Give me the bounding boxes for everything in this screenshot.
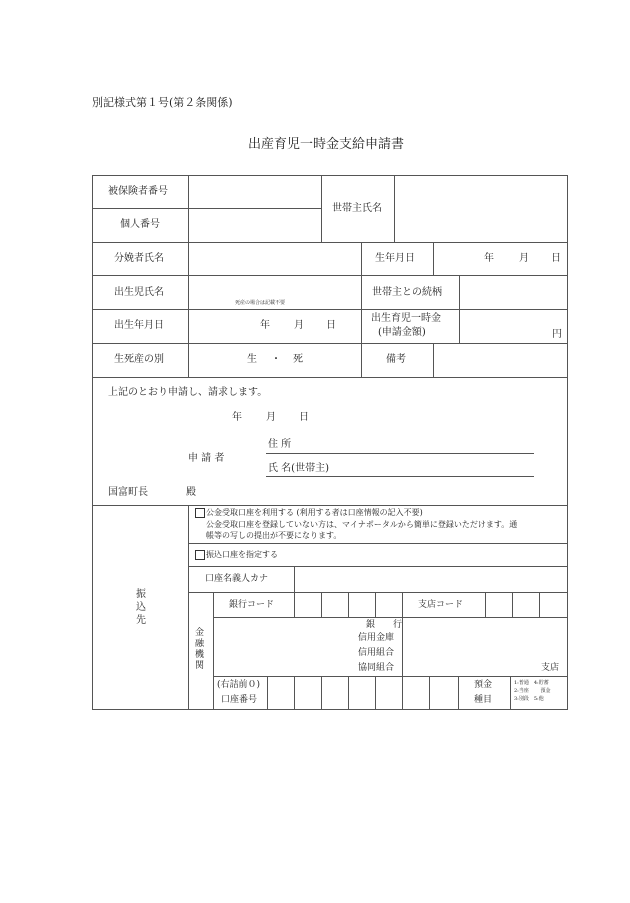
live-option[interactable]: 生 (247, 354, 257, 365)
branch-suffix: 支店 (541, 663, 560, 673)
birth-date-label: 生年月日 (375, 253, 415, 264)
holder-kana-field[interactable] (295, 567, 567, 592)
institution-label-3: 機 (195, 650, 205, 660)
addressee: 国富町長 (108, 487, 148, 498)
account-number-field[interactable] (268, 677, 458, 709)
transfer-label-2: 込 (136, 602, 146, 613)
mother-name-label: 分娩者氏名 (114, 253, 164, 264)
householder-name-field[interactable] (395, 176, 567, 242)
child-birth-date-field[interactable] (189, 310, 361, 343)
yen-unit: 円 (552, 329, 562, 340)
personal-number-field[interactable] (189, 209, 321, 242)
deposit-type-option-c: 3:別段 5:他 (514, 696, 544, 702)
inst-type-shinkin: 信用金庫 (358, 633, 395, 643)
branch-name-field[interactable] (403, 618, 533, 676)
applicant-label: 申 請 者 (188, 453, 225, 464)
child-name-label: 出生児氏名 (114, 287, 164, 298)
day-unit: 日 (326, 320, 336, 331)
transfer-label-3: 先 (136, 615, 146, 626)
child-birth-date-label: 出生年月日 (114, 320, 164, 331)
address-field[interactable] (300, 437, 534, 453)
decl-day-unit: 日 (299, 412, 309, 423)
remarks-field[interactable] (434, 344, 567, 377)
applicant-name-label: 氏 名(世帯主) (268, 463, 329, 474)
bank-name-field[interactable] (214, 618, 354, 676)
live-still-label: 生死産の別 (114, 354, 164, 365)
public-account-note-2: 帳等の写しの提出が不要になります。 (206, 531, 342, 540)
amount-sublabel: (申請金額) (378, 327, 426, 338)
page-title: 出産育児一時金支給申請書 (248, 137, 405, 152)
insured-number-field[interactable] (189, 176, 321, 208)
amount-field[interactable] (460, 310, 567, 343)
address-label: 住 所 (268, 439, 292, 450)
public-account-option: 公金受取口座を利用する (利用する者は口座情報の記入不要) (206, 508, 423, 517)
holder-kana-label: 口座名義人カナ (205, 574, 269, 584)
year-unit: 年 (484, 253, 494, 264)
year-unit: 年 (260, 320, 270, 331)
month-unit: 月 (519, 253, 529, 264)
relation-field[interactable] (460, 276, 567, 309)
public-account-checkbox[interactable] (195, 508, 205, 518)
institution-label-2: 融 (195, 639, 205, 649)
designated-account-option: 振込口座を指定する (206, 550, 278, 559)
birth-date-field[interactable] (434, 243, 567, 275)
mother-name-field[interactable] (189, 243, 361, 275)
decl-year-unit: 年 (232, 412, 242, 423)
decl-month-unit: 月 (266, 412, 276, 423)
deposit-type-field[interactable] (511, 677, 567, 709)
day-unit: 日 (551, 253, 561, 264)
remarks-label: 備考 (386, 354, 406, 365)
form-number: 別記様式第１号(第２条関係) (92, 96, 233, 109)
live-still-field[interactable] (189, 344, 361, 377)
inst-type-bank: 銀 行 (366, 620, 403, 630)
designated-account-checkbox[interactable] (195, 550, 205, 560)
branch-code-label: 支店コード (418, 600, 464, 610)
insured-number-label: 被保険者番号 (108, 186, 168, 197)
stillbirth-note: 死産の場合は記載不要 (235, 300, 286, 306)
deposit-type-label-1: 預金 (474, 680, 493, 690)
declaration-statement: 上記のとおり申請し、請求します。 (108, 387, 268, 398)
bank-code-field[interactable] (295, 593, 402, 617)
transfer-label-1: 振 (136, 589, 146, 600)
still-option[interactable]: 死 (293, 354, 303, 365)
applicant-name-field[interactable] (340, 460, 534, 476)
account-number-note: (右詰前０) (217, 680, 261, 690)
institution-label-1: 金 (195, 628, 205, 638)
institution-label-4: 関 (195, 661, 205, 671)
month-unit: 月 (294, 320, 304, 331)
public-account-note-1: 公金受取口座を登録していない方は、マイナポータルから簡単に登録いただけます。通 (206, 520, 518, 529)
amount-label: 出生育児一時金 (371, 313, 441, 324)
bank-code-label: 銀行コード (229, 600, 275, 610)
honorific: 殿 (186, 487, 196, 498)
separator: ・ (271, 354, 281, 365)
personal-number-label: 個人番号 (120, 219, 160, 230)
child-name-field[interactable] (189, 276, 361, 309)
inst-type-kyodo: 協同組合 (358, 663, 395, 673)
householder-name-label: 世帯主氏名 (332, 203, 382, 214)
branch-code-field[interactable] (486, 593, 567, 617)
deposit-type-option-a: 1:普通 4:貯蓄 (514, 680, 549, 686)
account-number-label: 口座番号 (221, 695, 258, 705)
inst-type-shinkumi: 信用組合 (358, 648, 395, 658)
deposit-type-option-b: 2:当座 預金 (514, 688, 551, 694)
deposit-type-label-2: 種目 (474, 695, 493, 705)
relation-label: 世帯主との続柄 (372, 287, 442, 298)
